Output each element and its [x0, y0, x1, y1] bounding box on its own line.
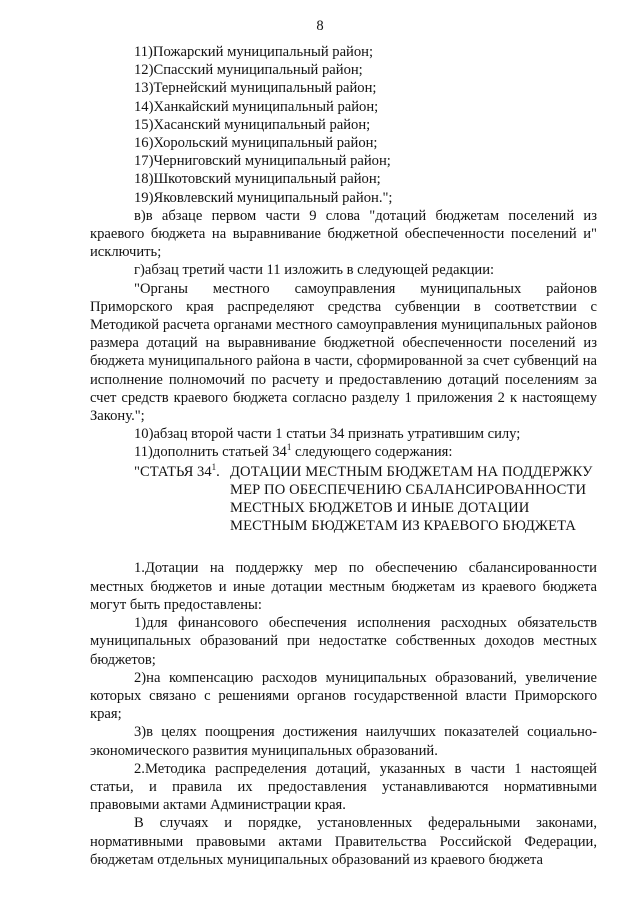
- paragraph-11: [90, 443, 597, 461]
- article-paragraph-3: В случаях и порядке, установленных федеральными законами, нормативными правовыми актами Правительства Российской Федерации, бюджетам отдельных муниципальных образований из краевого бюджета: [90, 815, 597, 868]
- list-item: 15)Хасанский муниципальный район;: [134, 116, 371, 133]
- superscript: 1: [211, 461, 217, 472]
- paragraph-quote: "Органы местного самоуправления муниципальных районов Приморского края распределяют средства субвенции в соответствии с Методикой расчета органами местного самоуправления муниципальных районов размера дотаций на выравнивание бюджетной обеспеченности поселений из бюджета муниципального района в части, сформированной за счет субвенций на исполнение полномочий по расчету и предоставлению дотаций поселениям за счет средств краевого бюджета согласно разделу 1 приложения 2 к настоящему Закону.";: [90, 280, 597, 425]
- list-item: 14)Ханкайский муниципальный район;: [134, 98, 379, 115]
- article-label: [90, 463, 230, 536]
- article-item-1: 1)для финансового обеспечения исполнения расходных обязательств муниципальных образований при недостатке собственных доходов местных бюджетов;: [90, 615, 597, 668]
- list-item: 16)Хорольский муниципальный район;: [134, 135, 378, 152]
- document-body: [90, 43, 597, 869]
- article-item-2: 2)на компенсацию расходов муниципальных образований, увеличение которых связано с решениями органов государственной власти Приморского края;: [90, 669, 597, 723]
- list-item: 11)Пожарский муниципальный район;: [134, 44, 374, 60]
- article-label-text: "СТАТЬЯ 34: [134, 463, 212, 480]
- paragraph-10: 10)абзац второй части 1 статьи 34 признать утратившим силу;: [134, 426, 521, 443]
- article-paragraph-1: 1.Дотации на поддержку мер по обеспечению сбалансированности местных бюджетов и иные дотации местным бюджетам из краевого бюджета могут быть предоставлены:: [90, 560, 597, 613]
- list-item: 13)Тернейский муниципальный район;: [134, 80, 377, 97]
- paragraph-11-text: 11)дополнить статьей 34: [134, 444, 287, 461]
- article-heading: [90, 463, 597, 536]
- list-item: 12)Спасский муниципальный район;: [134, 62, 363, 79]
- article-paragraph-2: 2.Методика распределения дотаций, указанных в части 1 настоящей статьи, и правила их предоставления устанавливаются нормативными правовыми актами Администрации края.: [90, 760, 597, 814]
- superscript: 1: [286, 442, 292, 453]
- list-item: 19)Яковлевский муниципальный район.";: [134, 189, 393, 206]
- article-label-dot: .: [216, 463, 220, 480]
- list-item: 17)Черниговский муниципальный район;: [134, 153, 391, 170]
- paragraph-v: в)в абзаце первом части 9 слова "дотаций бюджетам поселений из краевого бюджета на выравнивание бюджетной обеспеченности поселений и" исключить;: [90, 207, 597, 261]
- article-item-3: 3)в целях поощрения достижения наилучших показателей социально-экономического развития муниципальных образований.: [90, 724, 597, 759]
- paragraph-11-tail: следующего содержания:: [291, 444, 453, 461]
- paragraph-g: г)абзац третий части 11 изложить в следующей редакции:: [134, 262, 495, 279]
- list-item: 18)Шкотовский муниципальный район;: [134, 171, 381, 188]
- article-title: ДОТАЦИИ МЕСТНЫМ БЮДЖЕТАМ НА ПОДДЕРЖКУ МЕР ПО ОБЕСПЕЧЕНИЮ СБАЛАНСИРОВАННОСТИ МЕСТНЫХ БЮДЖЕТОВ И ИНЫЕ ДОТАЦИИ МЕСТНЫМ БЮДЖЕТАМ ИЗ КРАЕВОГО БЮДЖЕТА: [230, 463, 593, 535]
- page-number: 8: [316, 18, 324, 34]
